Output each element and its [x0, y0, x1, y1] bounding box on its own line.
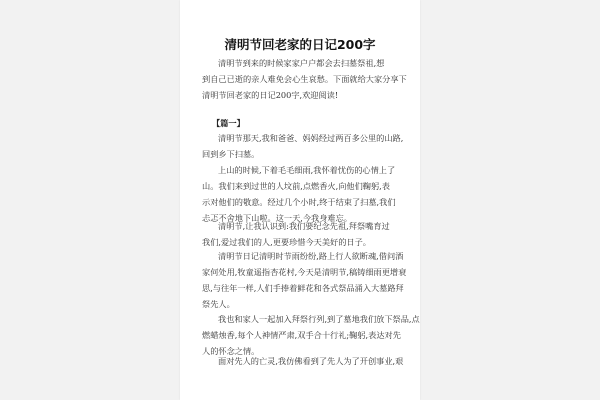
paragraph-line: 忐忑不舍地下山啦。这一天,今我身难忘。 [202, 213, 352, 223]
intro-line: 清明节回老家的日记200字,欢迎阅读! [202, 90, 339, 100]
paragraph-line: 山。我们来到过世的人坟前,点燃香火,向他们鞠躬,表 [202, 181, 390, 191]
paragraph-line: 人的怀念之情。 [202, 346, 260, 356]
paragraph-line: 我们,爱过我们的人,更要珍惜今天美好的日子。 [202, 237, 371, 247]
paragraph-line: 祭先人。 [202, 299, 235, 309]
document-title: 清明节回老家的日记200字 [224, 37, 376, 52]
paragraph-line: 面对先人的亡灵,我仿佛看到了先人为了开创事业,艰 [218, 356, 404, 366]
paragraph-line: 示对他们的敬意。经过几个小时,终于结束了扫墓,我们 [202, 197, 396, 207]
paragraph-line: 清明节,让我认识到:我们要纪念先祖,拜祭嘴育过 [218, 221, 390, 231]
paragraph-line: 上山的时候,下着毛毛细雨,我怀着忧伤的心情上了 [218, 165, 396, 175]
section-label: 【篇一】 [212, 118, 245, 128]
intro-line: 到自己已逝的亲人难免会心生哀愁。下面就给大家分享下 [202, 74, 407, 84]
paragraph-line: 清明节日记清明时节雨纷纷,路上行人欲断魂,借问酒 [218, 251, 404, 261]
paragraph-line: 家何处用,牧童遥指杏花村,今天是清明节,稿铸细雨更增衰 [202, 267, 407, 277]
paragraph-line: 燃蜡烛香,每个人神情严肃,双手合十行礼;鞠躬,表达对先 [202, 330, 401, 340]
document-page [180, 0, 420, 400]
intro-line: 清明节到来的时候家家户户都会去扫墓祭祖,想 [218, 58, 385, 68]
paragraph-line: 我也和家人一起加入拜祭行列,到了墓地我们放下祭品,点 [218, 314, 420, 324]
paragraph-line: 清明节那天,我和爸爸、妈妈经过两百多公里的山路, [218, 133, 404, 143]
paragraph-line: 思,与往年一样,人们手捧着鲜花和各式祭品涌入大墓路拜 [202, 283, 404, 293]
paragraph-line: 回到乡下扫墓。 [202, 149, 260, 159]
